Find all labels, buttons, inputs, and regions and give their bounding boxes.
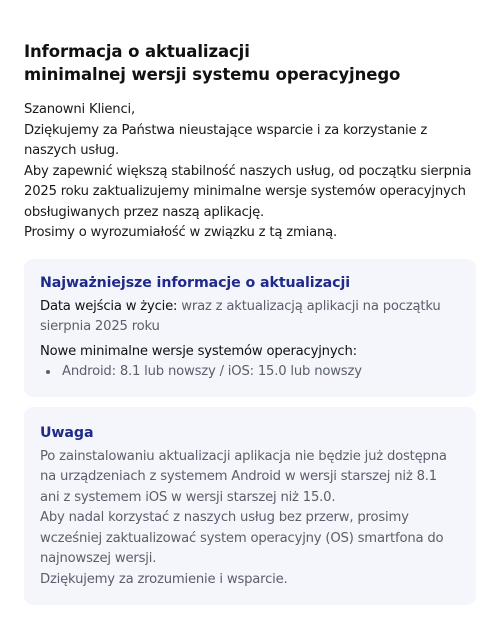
requirements-list xyxy=(40,362,460,383)
page-title xyxy=(24,40,476,86)
page-title-line-1: Informacja o aktualizacji xyxy=(24,42,250,61)
effective-date-value: wraz z aktualizacją aplikacji na początku sierpnia 2025 roku xyxy=(40,298,441,334)
notice-text xyxy=(40,447,460,591)
key-info-card xyxy=(24,259,476,397)
notice-paragraph-2: Aby nadal korzystać z naszych usług bez przerw, prosimy wcześniej zaktualizować system operacyjny (OS) smartfona do najnowszej wersji. xyxy=(40,510,444,566)
effective-date-row xyxy=(40,297,460,338)
requirements-list-item: • Android: 8.1 lub nowszy / iOS: 15.0 lub nowszy xyxy=(60,362,460,383)
intro-closing: Prosimy o wyrozumiałość w związku z tą zmianą. xyxy=(24,225,337,240)
intro-greeting: Szanowni Klienci, xyxy=(24,102,135,117)
intro-text xyxy=(24,100,476,244)
intro-body: Aby zapewnić większą stabilność naszych usług, od początku sierpnia 2025 roku zaktualizujemy minimalne wersje systemów operacyjnych obsługiwanych przez naszą aplikację. xyxy=(24,163,472,220)
requirements-label: Nowe minimalne wersje systemów operacyjnych: xyxy=(40,343,357,359)
page-title-line-2: minimalnej wersji systemu operacyjnego xyxy=(24,65,401,84)
notice-card xyxy=(24,407,476,605)
key-info-title: Najważniejsze informacje o aktualizacji xyxy=(40,274,350,291)
notice-paragraph-1: Po zainstalowaniu aktualizacji aplikacja nie będzie już dostępna na urządzeniach z systemem Android w wersji starszej niż 8.1 ani z systemem iOS w wersji starszej niż 15.0. xyxy=(40,448,447,505)
effective-date-label: Data wejścia w życie: xyxy=(40,298,178,314)
notice-title: Uwaga xyxy=(40,424,94,441)
intro-thanks: Dziękujemy za Państwa nieustające wsparcie i za korzystanie z naszych usług. xyxy=(24,122,428,158)
notice-paragraph-3: Dziękujemy za zrozumienie i wsparcie. xyxy=(40,571,288,587)
